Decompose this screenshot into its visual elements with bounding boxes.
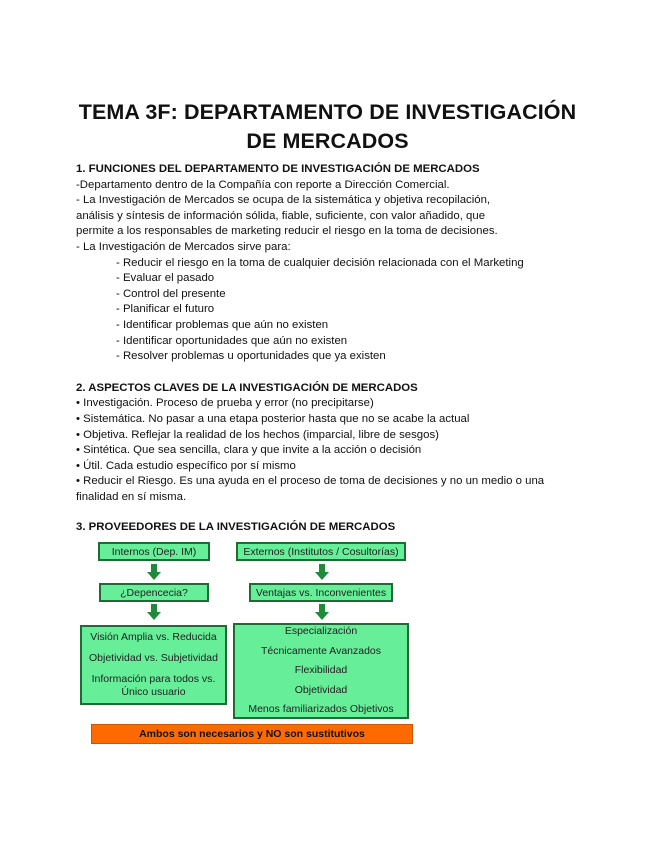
internal-provider-label: Internos (Dep. IM) bbox=[111, 545, 197, 558]
section2-line: • Objetiva. Reflejar la realidad de los hechos (imparcial, libre de sesgos) bbox=[76, 428, 439, 441]
internal-feature: Único usuario bbox=[121, 686, 186, 698]
section1-item: - Evaluar el pasado bbox=[116, 272, 215, 285]
section1-line: permite a los responsables de marketing reducir el riesgo en la toma de decisiones. bbox=[76, 225, 498, 238]
section3-heading: 3. PROVEEDORES DE LA INVESTIGACIÓN DE MERCADOS bbox=[76, 521, 396, 534]
external-features-box bbox=[233, 623, 409, 719]
section1-item: - Resolver problemas u oportunidades que ya existen bbox=[116, 350, 386, 363]
dependency-label: ¿Depencecia? bbox=[120, 586, 188, 599]
external-feature: Menos familiarizados Objetivos bbox=[248, 703, 394, 716]
section1-line: - La Investigación de Mercados sirve para: bbox=[76, 240, 291, 253]
down-arrow-icon bbox=[315, 604, 329, 620]
internal-feature: Visión Amplia vs. Reducida bbox=[90, 631, 217, 643]
document-body bbox=[76, 162, 586, 536]
pros-cons-box bbox=[249, 583, 393, 602]
section1-item: - Identificar oportunidades que aún no existen bbox=[116, 334, 348, 347]
external-provider-label: Externos (Institutos / Cosultorías) bbox=[243, 545, 399, 558]
section1-item: - Control del presente bbox=[116, 287, 226, 300]
external-feature: Flexibilidad bbox=[294, 664, 348, 677]
section1-line: -Departamento dentro de la Compañía con reporte a Dirección Comercial. bbox=[76, 178, 450, 191]
section1-line: - La Investigación de Mercados se ocupa de la sistemática y objetiva recopilación, bbox=[76, 194, 491, 207]
section2-line: • Útil. Cada estudio específico por sí mismo bbox=[76, 459, 296, 472]
section1-item: - Planificar el futuro bbox=[116, 303, 215, 316]
section1-heading: 1. FUNCIONES DEL DEPARTAMENTO DE INVESTIGACIÓN DE MERCADOS bbox=[76, 163, 480, 175]
down-arrow-icon bbox=[315, 564, 329, 580]
pros-cons-label: Ventajas vs. Inconvenientes bbox=[255, 586, 387, 599]
external-feature: Especialización bbox=[284, 625, 358, 638]
external-feature: Técnicamente Avanzados bbox=[260, 644, 382, 657]
title-line-2: DE MERCADOS bbox=[246, 129, 409, 153]
section2-line: • Investigación. Proceso de prueba y error (no precipitarse) bbox=[76, 397, 374, 410]
down-arrow-icon bbox=[147, 604, 161, 620]
dependency-box bbox=[99, 583, 209, 602]
external-provider-box bbox=[236, 542, 406, 561]
section2-heading: 2. ASPECTOS CLAVES DE LA INVESTIGACIÓN DE MERCADOS bbox=[76, 381, 418, 394]
page-title bbox=[0, 98, 655, 156]
internal-provider-box bbox=[98, 542, 210, 561]
section1-item: - Identificar problemas que aún no existen bbox=[116, 318, 329, 331]
conclusion-text: Ambos son necesarios y NO son sustitutivos bbox=[139, 728, 365, 740]
section2-line: • Sintética. Que sea sencilla, clara y que invite a la acción o decisión bbox=[76, 444, 422, 457]
external-feature: Objetividad bbox=[294, 683, 348, 696]
conclusion-banner bbox=[91, 724, 413, 744]
internal-features-box bbox=[80, 625, 227, 705]
down-arrow-icon bbox=[147, 564, 161, 580]
section2-line: finalidad en sí misma. bbox=[76, 490, 187, 503]
section1-line: análisis y síntesis de información sólida, fiable, suficiente, con valor añadido, que bbox=[76, 209, 486, 222]
internal-feature: Objetividad vs. Subjetividad bbox=[89, 652, 218, 664]
section1-item: - Reducir el riesgo en la toma de cualquier decisión relacionada con el Marketing bbox=[116, 256, 524, 269]
section2-line: • Reducir el Riesgo. Es una ayuda en el proceso de toma de decisiones y no un medio o una bbox=[76, 475, 545, 488]
section2-line: • Sistemática. No pasar a una etapa posterior hasta que no se acabe la actual bbox=[76, 412, 470, 425]
internal-feature: Información para todos vs. bbox=[91, 673, 216, 685]
title-line-1: TEMA 3F: DEPARTAMENTO DE INVESTIGACIÓN bbox=[78, 100, 577, 124]
